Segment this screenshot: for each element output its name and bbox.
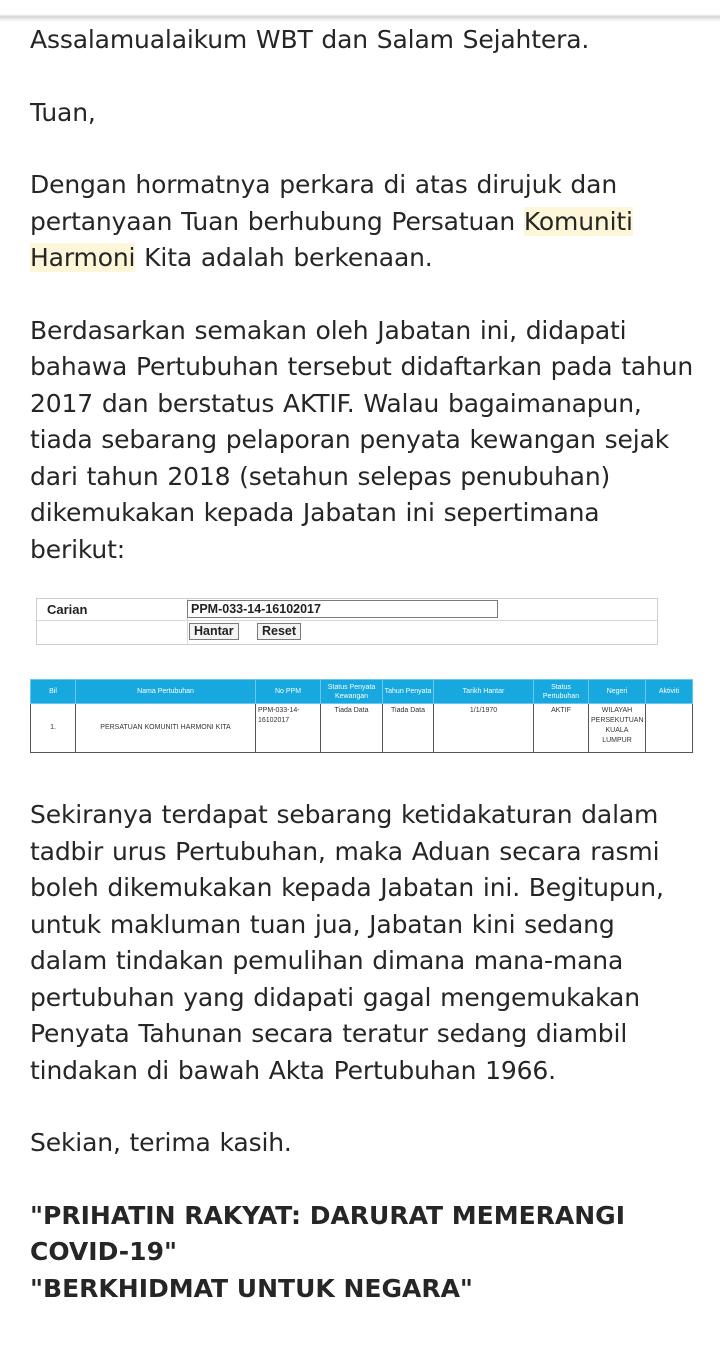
paragraph-1	[30, 167, 700, 277]
search-form	[36, 598, 658, 645]
highlight-komuniti: Komuniti	[523, 206, 633, 236]
greeting: Assalamualaikum WBT dan Salam Sejahtera.	[30, 25, 590, 54]
top-edge	[0, 0, 720, 22]
paragraph-1-start: Dengan hormatnya perkara di atas dirujuk dan pertanyaan Tuan berhubung Persatuan	[30, 170, 618, 236]
slogan-2: "BERKHIDMAT UNTUK NEGARA"	[30, 1273, 473, 1303]
cell-status-penyata: Tiada Data	[321, 704, 383, 753]
header-tarikh-hantar: Tarikh Hantar	[434, 680, 534, 704]
paragraph-1-end: Kita adalah berkenaan.	[135, 243, 433, 272]
reset-button[interactable]: Reset	[257, 623, 301, 640]
header-bil: Bil	[31, 680, 76, 704]
highlight-harmoni: Harmoni	[30, 243, 136, 272]
cell-negeri: WILAYAH PERSEKUTUAN KUALA LUMPUR	[589, 704, 646, 753]
search-input[interactable]: PPM-033-14-16102017	[187, 600, 498, 618]
cell-tahun-penyata: Tiada Data	[383, 704, 434, 753]
header-tahun-penyata: Tahun Penyata	[383, 680, 434, 704]
results-table	[30, 679, 693, 753]
table-header-row	[31, 680, 693, 704]
closing: Sekian, terima kasih.	[30, 1128, 292, 1157]
letter-body-lower	[30, 797, 700, 1307]
header-status-pertubuhan: Status Pertubuhan	[534, 680, 589, 704]
salutation: Tuan,	[30, 97, 96, 127]
cell-nama: PERSATUAN KOMUNITI HARMONI KITA	[76, 704, 256, 753]
cell-status-pertubuhan: AKTIF	[534, 704, 589, 753]
header-negeri: Negeri	[589, 680, 646, 704]
letter-body	[30, 22, 700, 568]
header-no-ppm: No PPM	[256, 680, 321, 704]
paragraph-3: Sekiranya terdapat sebarang ketidakaturan dalam tadbir urus Pertubuhan, maka Aduan secara rasmi boleh dikemukakan kepada Jabatan ini. Begitupun, untuk makluman tuan jua, Jabatan kini sedang dalam tindakan pemulihan dimana mana-mana pertubuhan yang didapati gagal mengemukakan Penyata Tahunan secara teratur sedang diambil tindakan di bawah Akta Pertubuhan 1966.	[30, 800, 664, 1085]
paragraph-2: Berdasarkan semakan oleh Jabatan ini, didapati bahawa Pertubuhan tersebut didaftarkan pada tahun 2017 dan berstatus AKTIF. Walau bagaimanapun, tiada sebarang pelaporan penyata kewangan sejak dari tahun 2018 (setahun selepas penubuhan) dikemukakan kepada Jabatan ini sepertimana berikut:	[30, 315, 694, 564]
header-status-penyata: Status Penyata Kewangan	[321, 680, 383, 704]
submit-button[interactable]: Hantar	[189, 623, 239, 640]
table-row	[31, 704, 693, 753]
slogan-1: "PRIHATIN RAKYAT: DARURAT MEMERANGI COVID-19"	[30, 1200, 626, 1266]
header-aktiviti: Aktiviti	[646, 680, 693, 704]
cell-no-ppm: PPM-033-14-16102017	[256, 704, 321, 753]
header-nama: Nama Pertubuhan	[76, 680, 256, 704]
search-label: Carian	[47, 602, 88, 617]
cell-bil: 1.	[31, 704, 76, 753]
cell-aktiviti	[646, 704, 693, 753]
cell-tarikh-hantar: 1/1/1970	[434, 704, 534, 753]
